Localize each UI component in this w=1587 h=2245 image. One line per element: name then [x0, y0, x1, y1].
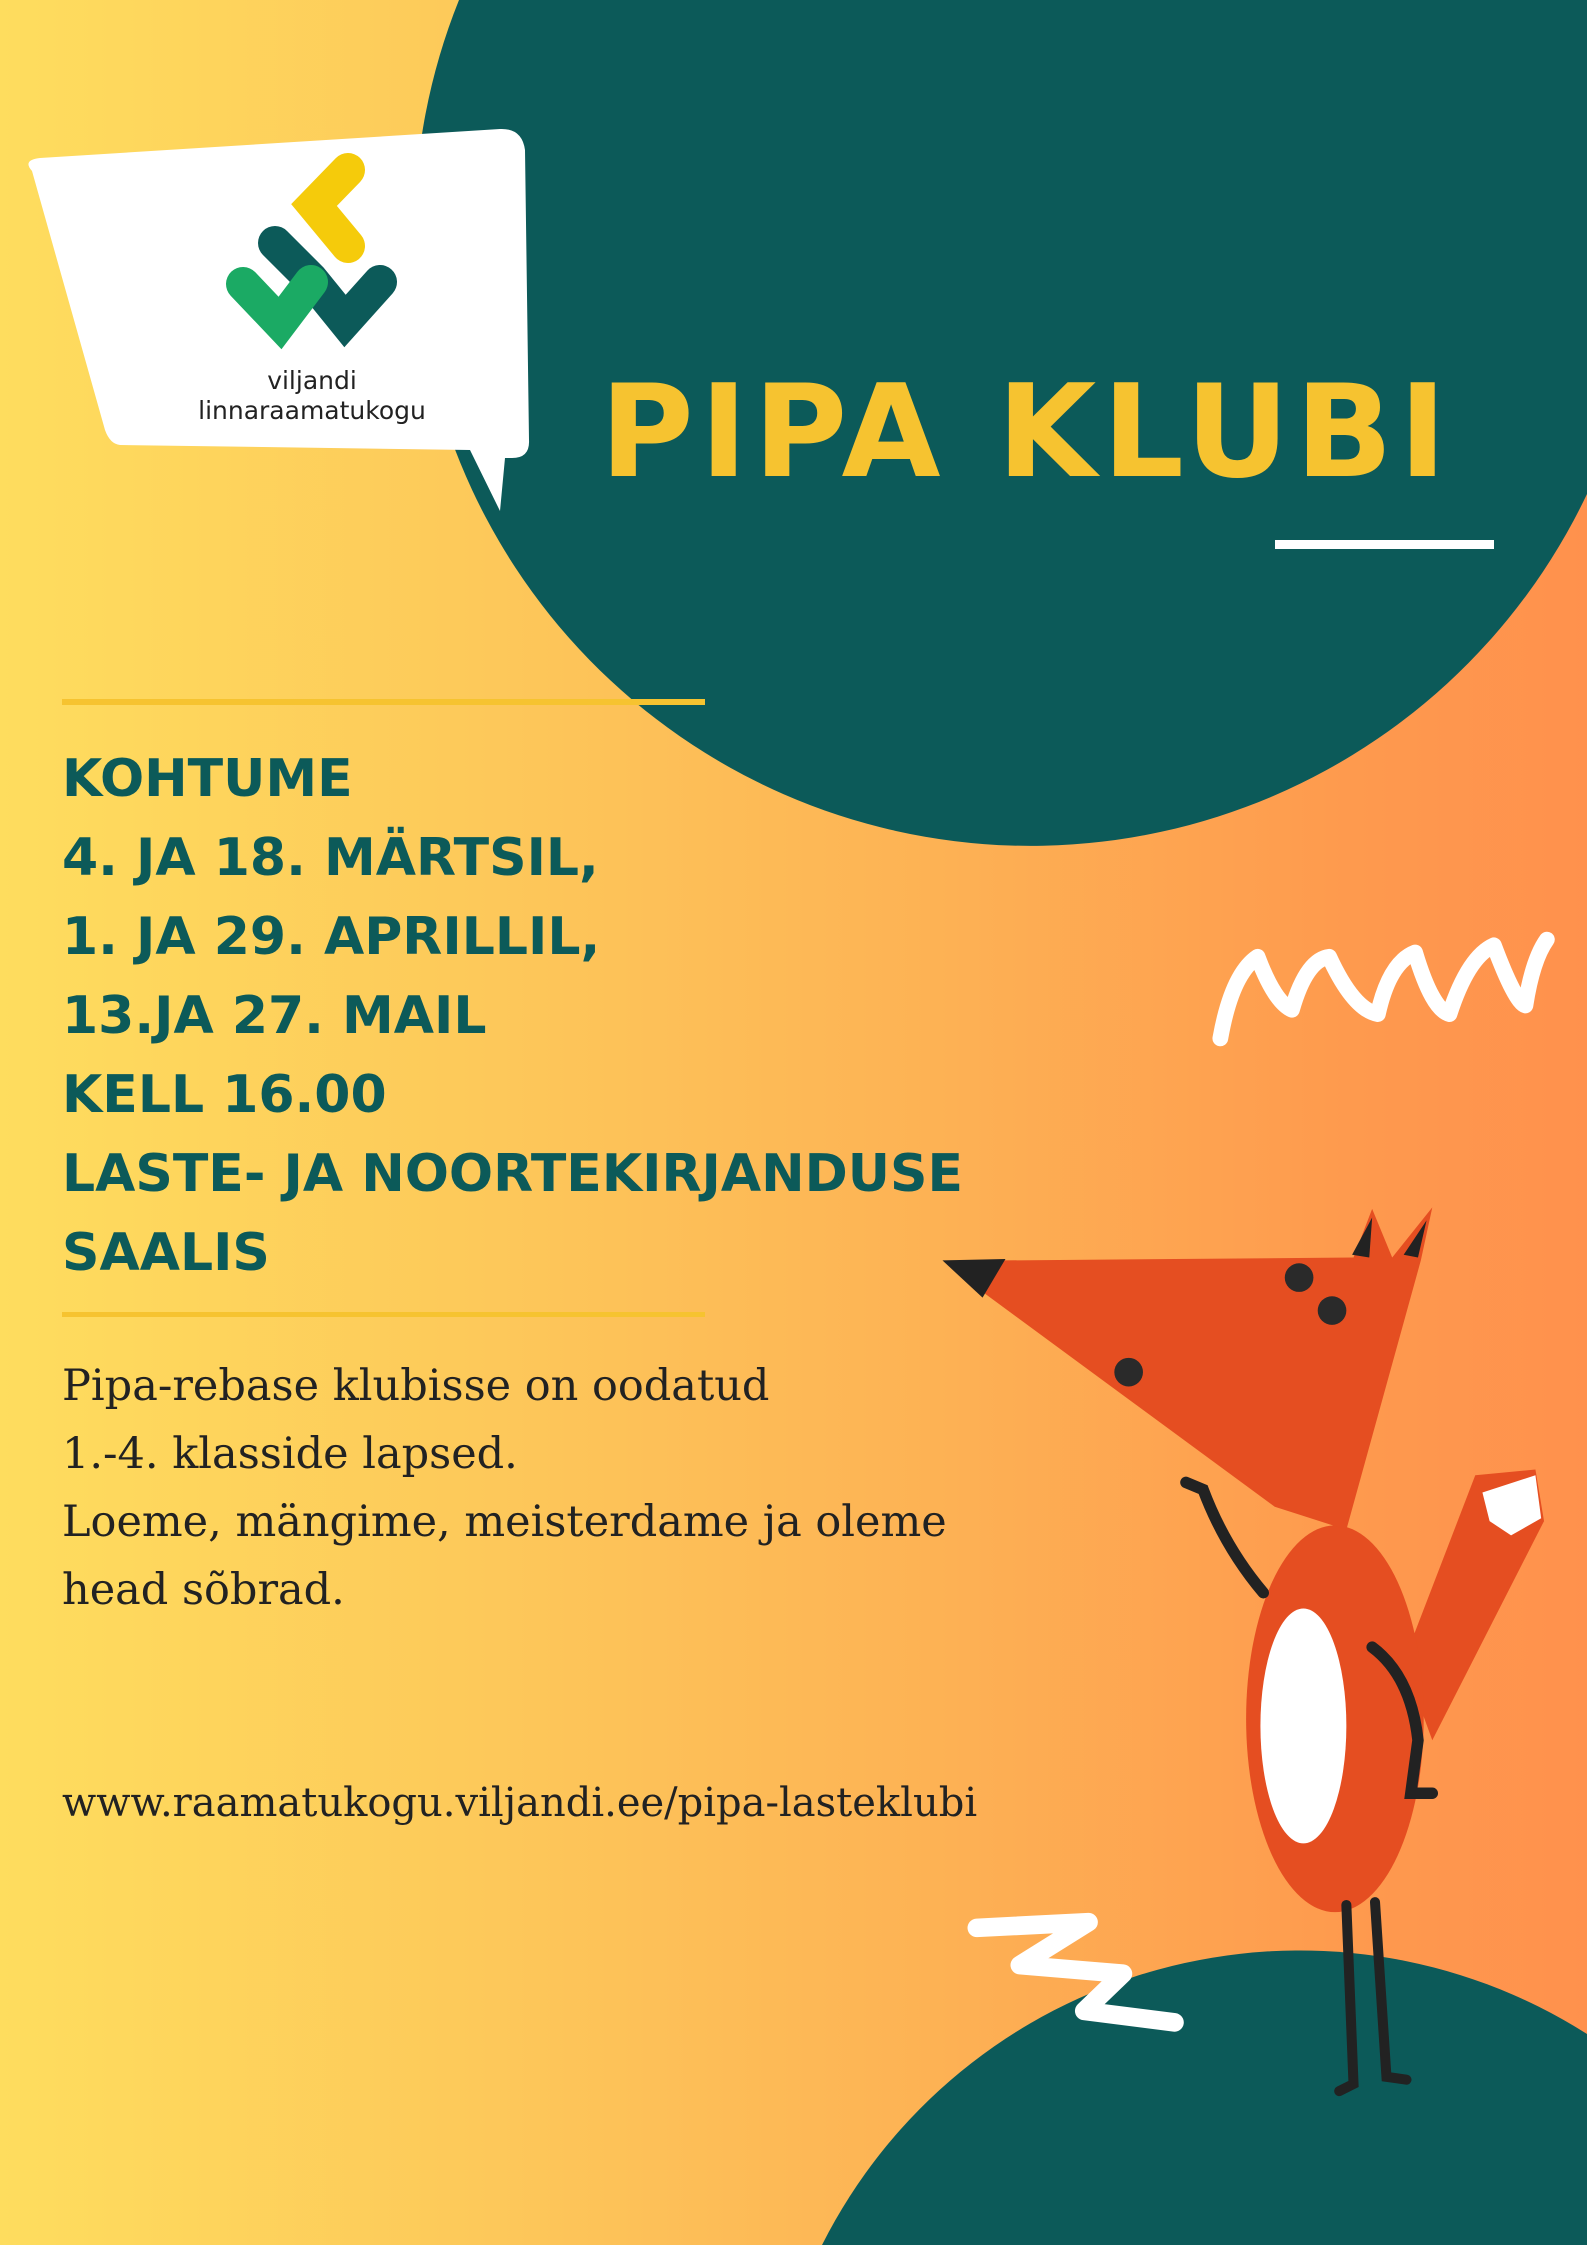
schedule-line: 13.JA 27. MAIL: [62, 986, 487, 1046]
description-line: Loeme, mängime, meisterdame ja oleme: [62, 1497, 947, 1547]
description-line: head sõbrad.: [62, 1565, 345, 1615]
zigzag-decoration: [1220, 940, 1547, 1039]
schedule-line: 4. JA 18. MÄRTSIL,: [62, 828, 599, 888]
schedule-line: LASTE- JA NOORTEKIRJANDUSE: [62, 1144, 963, 1204]
divider-bottom: [62, 1312, 705, 1317]
schedule-line: KOHTUME: [62, 749, 353, 809]
logo-text-line2: linnaraamatukogu: [198, 396, 426, 425]
description-line: 1.-4. klasside lapsed.: [62, 1429, 518, 1479]
schedule-line: SAALIS: [62, 1223, 270, 1283]
fox-eye: [1318, 1296, 1347, 1325]
title-underline: [1275, 540, 1494, 549]
fox-eye: [1285, 1263, 1314, 1292]
schedule-line: KELL 16.00: [62, 1065, 387, 1125]
description-line: Pipa-rebase klubisse on oodatud: [62, 1361, 770, 1411]
website-link[interactable]: www.raamatukogu.viljandi.ee/pipa-lasteklubi: [62, 1780, 978, 1826]
schedule-line: 1. JA 29. APRILLIL,: [62, 907, 601, 967]
fox-eye: [1114, 1358, 1143, 1387]
page-title: PIPA KLUBI: [600, 358, 1453, 507]
logo-text-line1: viljandi: [267, 366, 357, 395]
bottom-teal-circle: [822, 1950, 1587, 2245]
description: [62, 1352, 947, 1624]
schedule: [62, 740, 963, 1293]
divider-top: [62, 699, 705, 705]
